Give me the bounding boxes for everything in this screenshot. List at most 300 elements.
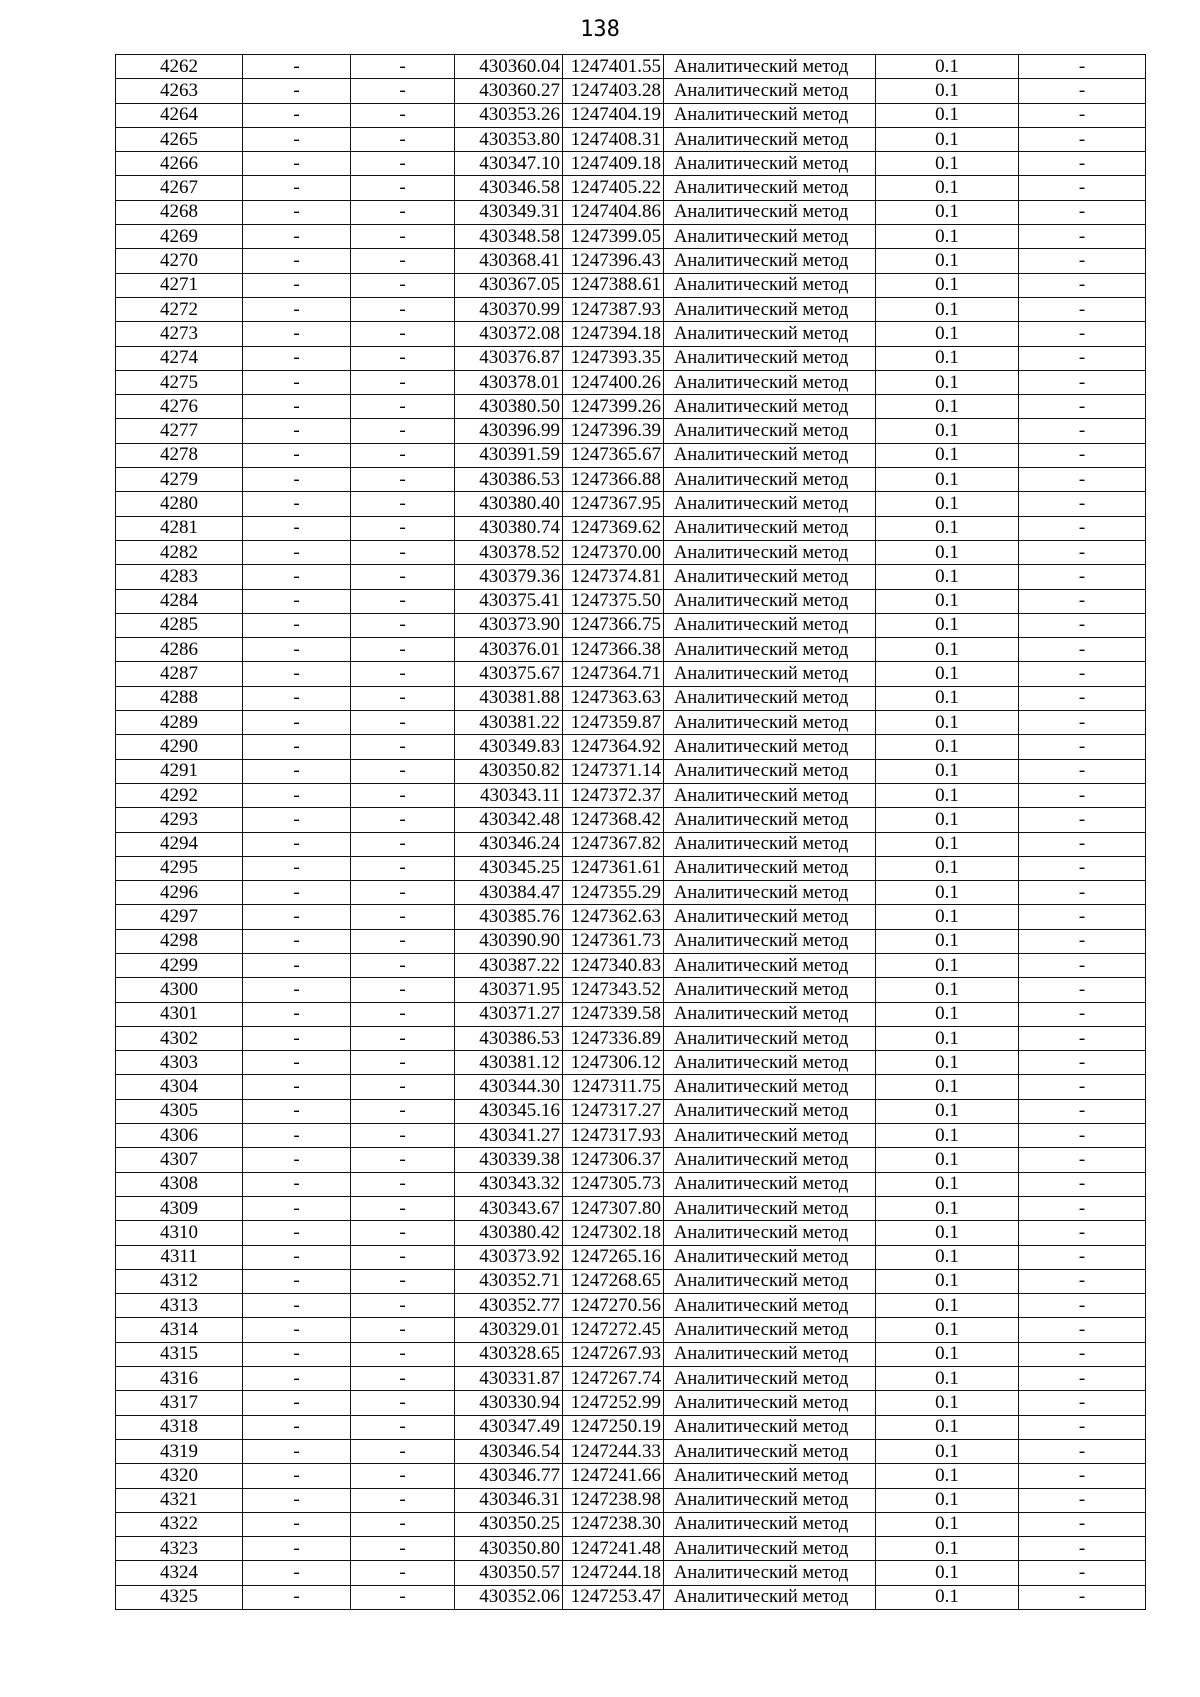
- point-number-cell: 4286: [116, 638, 243, 662]
- y-coordinate-cell: 1247367.82: [563, 832, 664, 856]
- point-number-cell: 4275: [116, 370, 243, 394]
- precision-cell: 0.1: [876, 1294, 1019, 1318]
- table-row: [116, 929, 1146, 953]
- dash-cell: -: [243, 1269, 351, 1293]
- dash-cell: -: [351, 1245, 455, 1269]
- x-coordinate-cell: 430350.57: [455, 1561, 563, 1585]
- y-coordinate-cell: 1247369.62: [563, 516, 664, 540]
- point-number-cell: 4282: [116, 540, 243, 564]
- y-coordinate-cell: 1247311.75: [563, 1075, 664, 1099]
- dash-cell: -: [243, 443, 351, 467]
- dash-cell: -: [351, 297, 455, 321]
- dash-cell: -: [1019, 1269, 1146, 1293]
- dash-cell: -: [1019, 370, 1146, 394]
- x-coordinate-cell: 430380.40: [455, 492, 563, 516]
- dash-cell: -: [243, 55, 351, 79]
- method-cell: Аналитический метод: [664, 370, 876, 394]
- table-row: [116, 200, 1146, 224]
- y-coordinate-cell: 1247364.92: [563, 735, 664, 759]
- x-coordinate-cell: 430352.06: [455, 1585, 563, 1609]
- dash-cell: -: [351, 662, 455, 686]
- dash-cell: -: [1019, 735, 1146, 759]
- dash-cell: -: [1019, 783, 1146, 807]
- dash-cell: -: [1019, 1099, 1146, 1123]
- x-coordinate-cell: 430328.65: [455, 1342, 563, 1366]
- x-coordinate-cell: 430345.16: [455, 1099, 563, 1123]
- x-coordinate-cell: 430352.77: [455, 1294, 563, 1318]
- dash-cell: -: [351, 395, 455, 419]
- dash-cell: -: [243, 1221, 351, 1245]
- point-number-cell: 4302: [116, 1026, 243, 1050]
- dash-cell: -: [351, 1561, 455, 1585]
- y-coordinate-cell: 1247396.43: [563, 249, 664, 273]
- dash-cell: -: [243, 1367, 351, 1391]
- dash-cell: -: [351, 1415, 455, 1439]
- dash-cell: -: [243, 589, 351, 613]
- table-row: [116, 1391, 1146, 1415]
- point-number-cell: 4306: [116, 1124, 243, 1148]
- dash-cell: -: [243, 419, 351, 443]
- dash-cell: -: [351, 1488, 455, 1512]
- method-cell: Аналитический метод: [664, 1051, 876, 1075]
- y-coordinate-cell: 1247393.35: [563, 346, 664, 370]
- table-row: [116, 1269, 1146, 1293]
- table-row: [116, 565, 1146, 589]
- dash-cell: -: [351, 1464, 455, 1488]
- point-number-cell: 4291: [116, 759, 243, 783]
- dash-cell: -: [1019, 176, 1146, 200]
- x-coordinate-cell: 430386.53: [455, 1026, 563, 1050]
- table-row: [116, 1075, 1146, 1099]
- x-coordinate-cell: 430381.12: [455, 1051, 563, 1075]
- precision-cell: 0.1: [876, 419, 1019, 443]
- point-number-cell: 4305: [116, 1099, 243, 1123]
- dash-cell: -: [351, 1051, 455, 1075]
- x-coordinate-cell: 430375.41: [455, 589, 563, 613]
- dash-cell: -: [351, 1002, 455, 1026]
- dash-cell: -: [243, 346, 351, 370]
- method-cell: Аналитический метод: [664, 613, 876, 637]
- point-number-cell: 4287: [116, 662, 243, 686]
- y-coordinate-cell: 1247374.81: [563, 565, 664, 589]
- table-row: [116, 953, 1146, 977]
- x-coordinate-cell: 430384.47: [455, 881, 563, 905]
- precision-cell: 0.1: [876, 249, 1019, 273]
- method-cell: Аналитический метод: [664, 783, 876, 807]
- dash-cell: -: [351, 638, 455, 662]
- table-row: [116, 1051, 1146, 1075]
- point-number-cell: 4304: [116, 1075, 243, 1099]
- y-coordinate-cell: 1247366.38: [563, 638, 664, 662]
- precision-cell: 0.1: [876, 1148, 1019, 1172]
- precision-cell: 0.1: [876, 1512, 1019, 1536]
- method-cell: Аналитический метод: [664, 346, 876, 370]
- table-body: [116, 55, 1146, 1610]
- precision-cell: 0.1: [876, 127, 1019, 151]
- method-cell: Аналитический метод: [664, 905, 876, 929]
- x-coordinate-cell: 430360.04: [455, 55, 563, 79]
- precision-cell: 0.1: [876, 662, 1019, 686]
- method-cell: Аналитический метод: [664, 1318, 876, 1342]
- y-coordinate-cell: 1247375.50: [563, 589, 664, 613]
- point-number-cell: 4322: [116, 1512, 243, 1536]
- dash-cell: -: [1019, 152, 1146, 176]
- point-number-cell: 4312: [116, 1269, 243, 1293]
- method-cell: Аналитический метод: [664, 1124, 876, 1148]
- x-coordinate-cell: 430390.90: [455, 929, 563, 953]
- table-row: [116, 225, 1146, 249]
- precision-cell: 0.1: [876, 759, 1019, 783]
- method-cell: Аналитический метод: [664, 419, 876, 443]
- point-number-cell: 4303: [116, 1051, 243, 1075]
- dash-cell: -: [351, 808, 455, 832]
- precision-cell: 0.1: [876, 978, 1019, 1002]
- precision-cell: 0.1: [876, 1342, 1019, 1366]
- precision-cell: 0.1: [876, 1245, 1019, 1269]
- point-number-cell: 4284: [116, 589, 243, 613]
- method-cell: Аналитический метод: [664, 468, 876, 492]
- method-cell: Аналитический метод: [664, 759, 876, 783]
- dash-cell: -: [351, 1439, 455, 1463]
- point-number-cell: 4320: [116, 1464, 243, 1488]
- point-number-cell: 4268: [116, 200, 243, 224]
- point-number-cell: 4288: [116, 686, 243, 710]
- table-row: [116, 1367, 1146, 1391]
- x-coordinate-cell: 430343.11: [455, 783, 563, 807]
- method-cell: Аналитический метод: [664, 79, 876, 103]
- coordinates-table: [115, 54, 1146, 1610]
- method-cell: Аналитический метод: [664, 1294, 876, 1318]
- dash-cell: -: [351, 370, 455, 394]
- precision-cell: 0.1: [876, 540, 1019, 564]
- dash-cell: -: [1019, 492, 1146, 516]
- dash-cell: -: [351, 322, 455, 346]
- precision-cell: 0.1: [876, 346, 1019, 370]
- table-row: [116, 443, 1146, 467]
- dash-cell: -: [1019, 127, 1146, 151]
- table-row: [116, 468, 1146, 492]
- dash-cell: -: [351, 613, 455, 637]
- point-number-cell: 4266: [116, 152, 243, 176]
- y-coordinate-cell: 1247250.19: [563, 1415, 664, 1439]
- dash-cell: -: [243, 1318, 351, 1342]
- dash-cell: -: [351, 905, 455, 929]
- dash-cell: -: [243, 1537, 351, 1561]
- x-coordinate-cell: 430349.31: [455, 200, 563, 224]
- dash-cell: -: [243, 492, 351, 516]
- dash-cell: -: [351, 735, 455, 759]
- point-number-cell: 4293: [116, 808, 243, 832]
- dash-cell: -: [351, 1342, 455, 1366]
- dash-cell: -: [243, 1342, 351, 1366]
- point-number-cell: 4297: [116, 905, 243, 929]
- point-number-cell: 4272: [116, 297, 243, 321]
- table-row: [116, 419, 1146, 443]
- dash-cell: -: [1019, 1172, 1146, 1196]
- point-number-cell: 4300: [116, 978, 243, 1002]
- point-number-cell: 4276: [116, 395, 243, 419]
- x-coordinate-cell: 430329.01: [455, 1318, 563, 1342]
- point-number-cell: 4269: [116, 225, 243, 249]
- point-number-cell: 4318: [116, 1415, 243, 1439]
- precision-cell: 0.1: [876, 468, 1019, 492]
- x-coordinate-cell: 430348.58: [455, 225, 563, 249]
- dash-cell: -: [1019, 1512, 1146, 1536]
- precision-cell: 0.1: [876, 638, 1019, 662]
- precision-cell: 0.1: [876, 856, 1019, 880]
- point-number-cell: 4319: [116, 1439, 243, 1463]
- dash-cell: -: [351, 516, 455, 540]
- point-number-cell: 4321: [116, 1488, 243, 1512]
- dash-cell: -: [351, 1537, 455, 1561]
- dash-cell: -: [1019, 443, 1146, 467]
- method-cell: Аналитический метод: [664, 1221, 876, 1245]
- dash-cell: -: [351, 1269, 455, 1293]
- x-coordinate-cell: 430373.92: [455, 1245, 563, 1269]
- table-row: [116, 249, 1146, 273]
- x-coordinate-cell: 430381.22: [455, 711, 563, 735]
- y-coordinate-cell: 1247252.99: [563, 1391, 664, 1415]
- dash-cell: -: [1019, 1391, 1146, 1415]
- point-number-cell: 4289: [116, 711, 243, 735]
- dash-cell: -: [351, 881, 455, 905]
- dash-cell: -: [243, 297, 351, 321]
- x-coordinate-cell: 430381.88: [455, 686, 563, 710]
- method-cell: Аналитический метод: [664, 1026, 876, 1050]
- dash-cell: -: [351, 55, 455, 79]
- point-number-cell: 4283: [116, 565, 243, 589]
- dash-cell: -: [243, 856, 351, 880]
- dash-cell: -: [243, 322, 351, 346]
- x-coordinate-cell: 430342.48: [455, 808, 563, 832]
- y-coordinate-cell: 1247343.52: [563, 978, 664, 1002]
- point-number-cell: 4281: [116, 516, 243, 540]
- dash-cell: -: [1019, 1245, 1146, 1269]
- point-number-cell: 4324: [116, 1561, 243, 1585]
- point-number-cell: 4262: [116, 55, 243, 79]
- method-cell: Аналитический метод: [664, 589, 876, 613]
- point-number-cell: 4313: [116, 1294, 243, 1318]
- dash-cell: -: [351, 540, 455, 564]
- y-coordinate-cell: 1247367.95: [563, 492, 664, 516]
- dash-cell: -: [351, 759, 455, 783]
- dash-cell: -: [1019, 589, 1146, 613]
- precision-cell: 0.1: [876, 1537, 1019, 1561]
- dash-cell: -: [351, 1512, 455, 1536]
- dash-cell: -: [243, 540, 351, 564]
- y-coordinate-cell: 1247404.19: [563, 103, 664, 127]
- dash-cell: -: [243, 735, 351, 759]
- point-number-cell: 4280: [116, 492, 243, 516]
- method-cell: Аналитический метод: [664, 1585, 876, 1609]
- x-coordinate-cell: 430372.08: [455, 322, 563, 346]
- y-coordinate-cell: 1247317.93: [563, 1124, 664, 1148]
- x-coordinate-cell: 430371.95: [455, 978, 563, 1002]
- precision-cell: 0.1: [876, 589, 1019, 613]
- dash-cell: -: [1019, 1148, 1146, 1172]
- dash-cell: -: [351, 127, 455, 151]
- y-coordinate-cell: 1247265.16: [563, 1245, 664, 1269]
- x-coordinate-cell: 430346.58: [455, 176, 563, 200]
- y-coordinate-cell: 1247372.37: [563, 783, 664, 807]
- precision-cell: 0.1: [876, 395, 1019, 419]
- y-coordinate-cell: 1247400.26: [563, 370, 664, 394]
- dash-cell: -: [351, 1294, 455, 1318]
- table-row: [116, 55, 1146, 79]
- table-row: [116, 1585, 1146, 1609]
- precision-cell: 0.1: [876, 953, 1019, 977]
- dash-cell: -: [243, 1196, 351, 1220]
- dash-cell: -: [243, 1585, 351, 1609]
- method-cell: Аналитический метод: [664, 881, 876, 905]
- dash-cell: -: [243, 1099, 351, 1123]
- dash-cell: -: [1019, 1439, 1146, 1463]
- precision-cell: 0.1: [876, 1124, 1019, 1148]
- y-coordinate-cell: 1247336.89: [563, 1026, 664, 1050]
- dash-cell: -: [1019, 662, 1146, 686]
- table-row: [116, 346, 1146, 370]
- point-number-cell: 4270: [116, 249, 243, 273]
- y-coordinate-cell: 1247339.58: [563, 1002, 664, 1026]
- precision-cell: 0.1: [876, 565, 1019, 589]
- y-coordinate-cell: 1247241.48: [563, 1537, 664, 1561]
- x-coordinate-cell: 430368.41: [455, 249, 563, 273]
- y-coordinate-cell: 1247388.61: [563, 273, 664, 297]
- x-coordinate-cell: 430346.24: [455, 832, 563, 856]
- x-coordinate-cell: 430375.67: [455, 662, 563, 686]
- method-cell: Аналитический метод: [664, 127, 876, 151]
- dash-cell: -: [351, 856, 455, 880]
- x-coordinate-cell: 430350.82: [455, 759, 563, 783]
- method-cell: Аналитический метод: [664, 1391, 876, 1415]
- dash-cell: -: [243, 905, 351, 929]
- dash-cell: -: [243, 1002, 351, 1026]
- method-cell: Аналитический метод: [664, 1002, 876, 1026]
- dash-cell: -: [1019, 1561, 1146, 1585]
- method-cell: Аналитический метод: [664, 856, 876, 880]
- precision-cell: 0.1: [876, 55, 1019, 79]
- point-number-cell: 4265: [116, 127, 243, 151]
- precision-cell: 0.1: [876, 1026, 1019, 1050]
- table-row: [116, 589, 1146, 613]
- point-number-cell: 4311: [116, 1245, 243, 1269]
- y-coordinate-cell: 1247306.12: [563, 1051, 664, 1075]
- y-coordinate-cell: 1247241.66: [563, 1464, 664, 1488]
- dash-cell: -: [351, 783, 455, 807]
- dash-cell: -: [1019, 1294, 1146, 1318]
- dash-cell: -: [243, 273, 351, 297]
- y-coordinate-cell: 1247363.63: [563, 686, 664, 710]
- x-coordinate-cell: 430371.27: [455, 1002, 563, 1026]
- y-coordinate-cell: 1247268.65: [563, 1269, 664, 1293]
- precision-cell: 0.1: [876, 176, 1019, 200]
- dash-cell: -: [351, 686, 455, 710]
- dash-cell: -: [243, 1415, 351, 1439]
- point-number-cell: 4309: [116, 1196, 243, 1220]
- method-cell: Аналитический метод: [664, 832, 876, 856]
- dash-cell: -: [1019, 346, 1146, 370]
- dash-cell: -: [1019, 1051, 1146, 1075]
- dash-cell: -: [1019, 832, 1146, 856]
- point-number-cell: 4273: [116, 322, 243, 346]
- table-row: [116, 1488, 1146, 1512]
- method-cell: Аналитический метод: [664, 1415, 876, 1439]
- dash-cell: -: [243, 1026, 351, 1050]
- x-coordinate-cell: 430346.77: [455, 1464, 563, 1488]
- dash-cell: -: [1019, 953, 1146, 977]
- dash-cell: -: [1019, 638, 1146, 662]
- y-coordinate-cell: 1247366.88: [563, 468, 664, 492]
- dash-cell: -: [243, 516, 351, 540]
- x-coordinate-cell: 430396.99: [455, 419, 563, 443]
- method-cell: Аналитический метод: [664, 1269, 876, 1293]
- precision-cell: 0.1: [876, 1585, 1019, 1609]
- dash-cell: -: [243, 783, 351, 807]
- method-cell: Аналитический метод: [664, 953, 876, 977]
- y-coordinate-cell: 1247270.56: [563, 1294, 664, 1318]
- x-coordinate-cell: 430344.30: [455, 1075, 563, 1099]
- precision-cell: 0.1: [876, 200, 1019, 224]
- method-cell: Аналитический метод: [664, 1488, 876, 1512]
- point-number-cell: 4325: [116, 1585, 243, 1609]
- method-cell: Аналитический метод: [664, 297, 876, 321]
- point-number-cell: 4292: [116, 783, 243, 807]
- method-cell: Аналитический метод: [664, 443, 876, 467]
- dash-cell: -: [243, 370, 351, 394]
- dash-cell: -: [243, 1439, 351, 1463]
- method-cell: Аналитический метод: [664, 1367, 876, 1391]
- dash-cell: -: [351, 1221, 455, 1245]
- dash-cell: -: [243, 1464, 351, 1488]
- dash-cell: -: [1019, 395, 1146, 419]
- x-coordinate-cell: 430386.53: [455, 468, 563, 492]
- dash-cell: -: [1019, 1075, 1146, 1099]
- method-cell: Аналитический метод: [664, 176, 876, 200]
- x-coordinate-cell: 430347.10: [455, 152, 563, 176]
- table-row: [116, 856, 1146, 880]
- method-cell: Аналитический метод: [664, 711, 876, 735]
- table-row: [116, 1537, 1146, 1561]
- precision-cell: 0.1: [876, 1391, 1019, 1415]
- x-coordinate-cell: 430353.80: [455, 127, 563, 151]
- point-number-cell: 4294: [116, 832, 243, 856]
- y-coordinate-cell: 1247403.28: [563, 79, 664, 103]
- y-coordinate-cell: 1247361.73: [563, 929, 664, 953]
- method-cell: Аналитический метод: [664, 540, 876, 564]
- precision-cell: 0.1: [876, 1002, 1019, 1026]
- dash-cell: -: [243, 1148, 351, 1172]
- table-row: [116, 322, 1146, 346]
- dash-cell: -: [243, 565, 351, 589]
- table-row: [116, 1415, 1146, 1439]
- x-coordinate-cell: 430376.87: [455, 346, 563, 370]
- dash-cell: -: [243, 1561, 351, 1585]
- method-cell: Аналитический метод: [664, 1342, 876, 1366]
- table-row: [116, 1026, 1146, 1050]
- dash-cell: -: [243, 1488, 351, 1512]
- y-coordinate-cell: 1247238.98: [563, 1488, 664, 1512]
- method-cell: Аналитический метод: [664, 1561, 876, 1585]
- dash-cell: -: [1019, 200, 1146, 224]
- precision-cell: 0.1: [876, 443, 1019, 467]
- method-cell: Аналитический метод: [664, 978, 876, 1002]
- point-number-cell: 4308: [116, 1172, 243, 1196]
- precision-cell: 0.1: [876, 905, 1019, 929]
- table-row: [116, 638, 1146, 662]
- method-cell: Аналитический метод: [664, 1439, 876, 1463]
- method-cell: Аналитический метод: [664, 1075, 876, 1099]
- dash-cell: -: [1019, 1221, 1146, 1245]
